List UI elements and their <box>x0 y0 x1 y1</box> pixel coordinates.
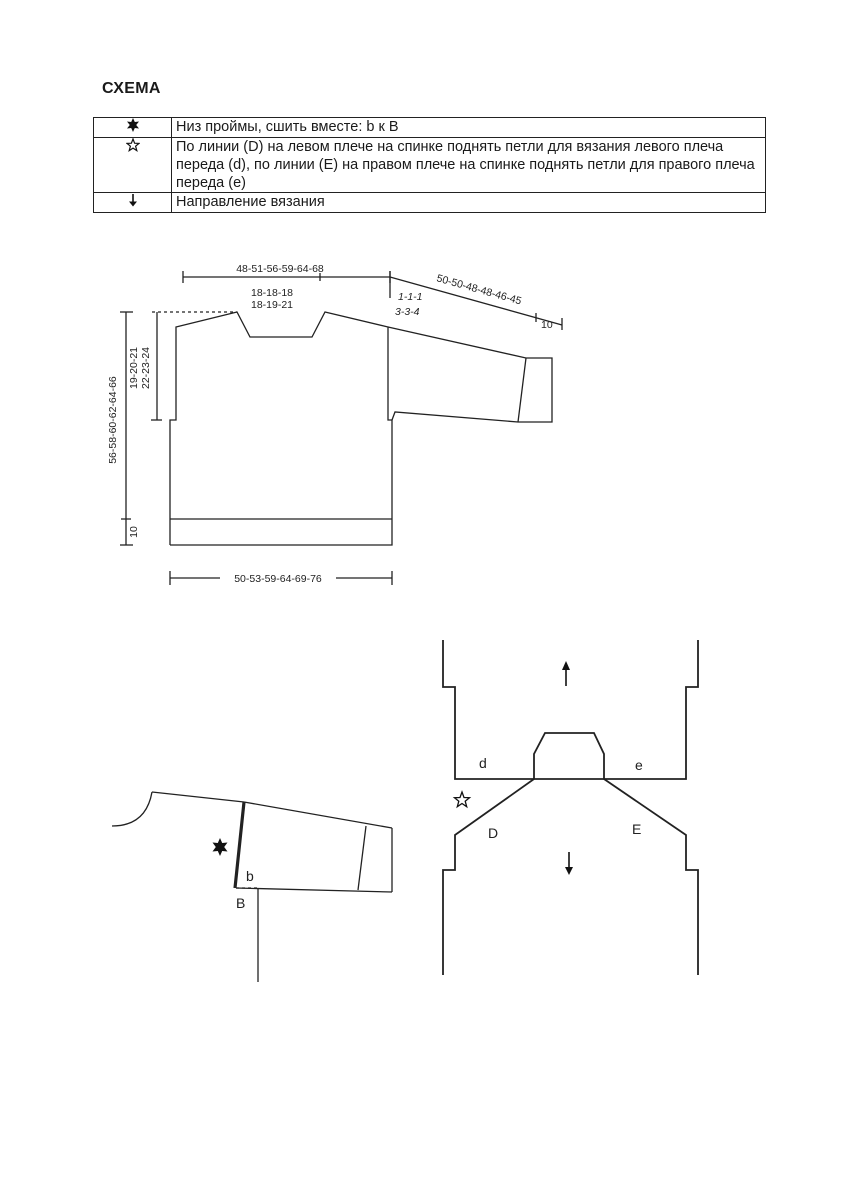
legend-text: Низ проймы, сшить вместе: b к B <box>172 118 766 138</box>
front-back-schema <box>443 640 698 975</box>
armhole-depth-label-2: 22-23-24 <box>140 346 152 390</box>
armhole-depth-label: 19-20-21 <box>128 346 140 390</box>
six-point-star-filled-icon <box>213 838 228 856</box>
legend-text: По линии (D) на левом плече на спинке поднять петли для вязания левого плеча переда (d), по линии (E) на правом плече на спинке поднять петли для правого плеча переда (e) <box>172 138 766 193</box>
shoulder-drop-label: 1-1-1 <box>398 291 423 303</box>
cuff-label: 10 <box>541 319 553 331</box>
sleeve-length-label: 50-50-48-48-46-45 <box>435 272 523 308</box>
arrow-up-icon <box>562 661 570 686</box>
neck-width-label-2: 18-19-21 <box>250 299 294 311</box>
sleeve-assembly <box>112 792 392 982</box>
neck-width-label: 18-18-18 <box>250 287 294 299</box>
sweater-body-outline <box>170 312 392 545</box>
legend-text: Направление вязания <box>172 193 766 213</box>
arrow-down-icon <box>565 852 573 875</box>
rib-height-label: 10 <box>128 526 140 538</box>
top-width-label: 48-51-56-59-64-68 <box>236 263 324 275</box>
sleeve-outline <box>388 327 552 422</box>
label-e: e <box>635 757 643 773</box>
shoulder-drop-label-2: 3-3-4 <box>395 306 420 318</box>
bottom-width-label: 50-53-59-64-69-76 <box>234 573 322 585</box>
label-E: E <box>632 821 642 837</box>
label-b: b <box>246 868 254 884</box>
label-B: B <box>236 895 246 911</box>
label-D: D <box>488 825 499 841</box>
total-length-label: 56-58-60-62-64-66 <box>107 376 119 464</box>
five-point-star-outline-icon <box>455 792 470 807</box>
page-title: СХЕМА <box>102 80 161 97</box>
length-dimension <box>120 312 162 545</box>
label-d: d <box>479 755 487 771</box>
